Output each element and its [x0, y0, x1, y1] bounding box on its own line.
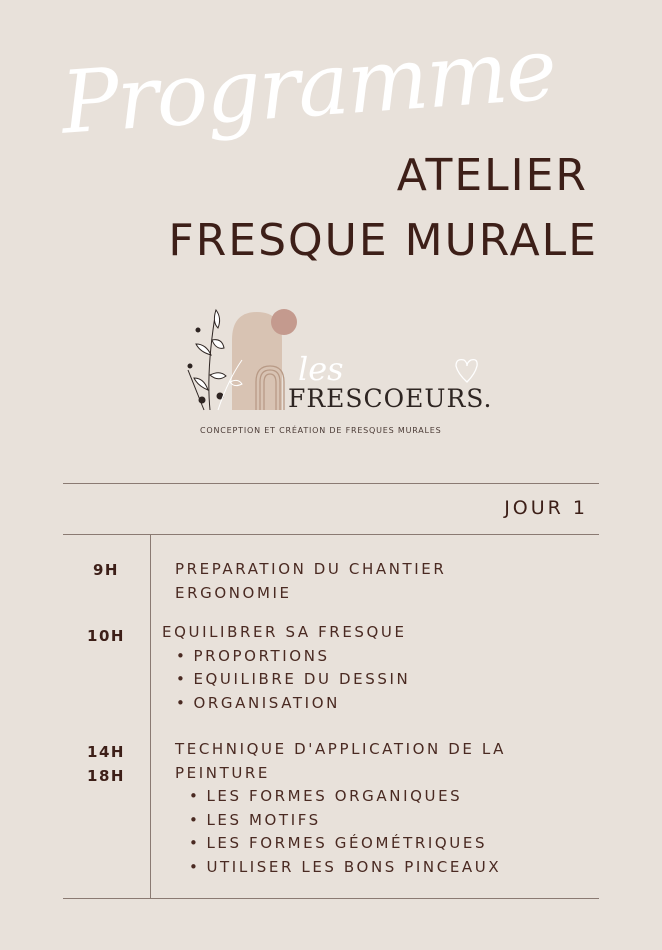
title-fresque-murale: FRESQUE MURALE — [168, 215, 598, 266]
time-slot-3 — [86, 740, 126, 788]
list-item: • UTILISER LES BONS PINCEAUX — [175, 856, 506, 880]
logo-tagline: CONCEPTION ET CRÉATION DE FRESQUES MURALES — [200, 426, 442, 435]
slot-heading: EQUILIBRER SA FRESQUE — [162, 623, 407, 641]
time-label: 14H — [87, 743, 125, 761]
divider-vertical — [150, 535, 151, 898]
day-label: JOUR 1 — [504, 497, 588, 519]
script-title: Programme — [58, 19, 558, 154]
time-label: 18H — [87, 767, 125, 785]
list-item: • PROPORTIONS — [162, 645, 410, 669]
divider-mid — [63, 534, 599, 535]
slot-heading: PREPARATION DU CHANTIER — [175, 560, 447, 578]
list-item: • ORGANISATION — [162, 692, 410, 716]
slot-2-content — [162, 621, 410, 715]
list-item: • EQUILIBRE DU DESSIN — [162, 668, 410, 692]
logo-les: les — [298, 350, 344, 388]
list-item: • LES MOTIFS — [175, 809, 506, 833]
time-slot-2 — [86, 624, 126, 648]
list-item: • LES FORMES ORGANIQUES — [175, 785, 506, 809]
heart-icon — [456, 360, 477, 382]
divider-bottom — [63, 898, 599, 899]
slot-heading: PEINTURE — [175, 763, 271, 782]
slot-heading: ERGONOMIE — [175, 583, 292, 602]
divider-top — [63, 483, 599, 484]
time-slot-1 — [86, 558, 126, 582]
time-label: 9H — [93, 561, 119, 579]
logo-sun-circle — [271, 309, 297, 335]
list-item: • LES FORMES GÉOMÉTRIQUES — [175, 832, 506, 856]
time-label: 10H — [87, 627, 125, 645]
logo-name: FRESCOEURS. — [288, 384, 493, 413]
slot-1-content — [175, 558, 446, 605]
slot-heading: TECHNIQUE D'APPLICATION DE LA — [175, 740, 506, 758]
slot-3-content — [175, 738, 506, 879]
title-atelier: ATELIER — [396, 150, 588, 201]
